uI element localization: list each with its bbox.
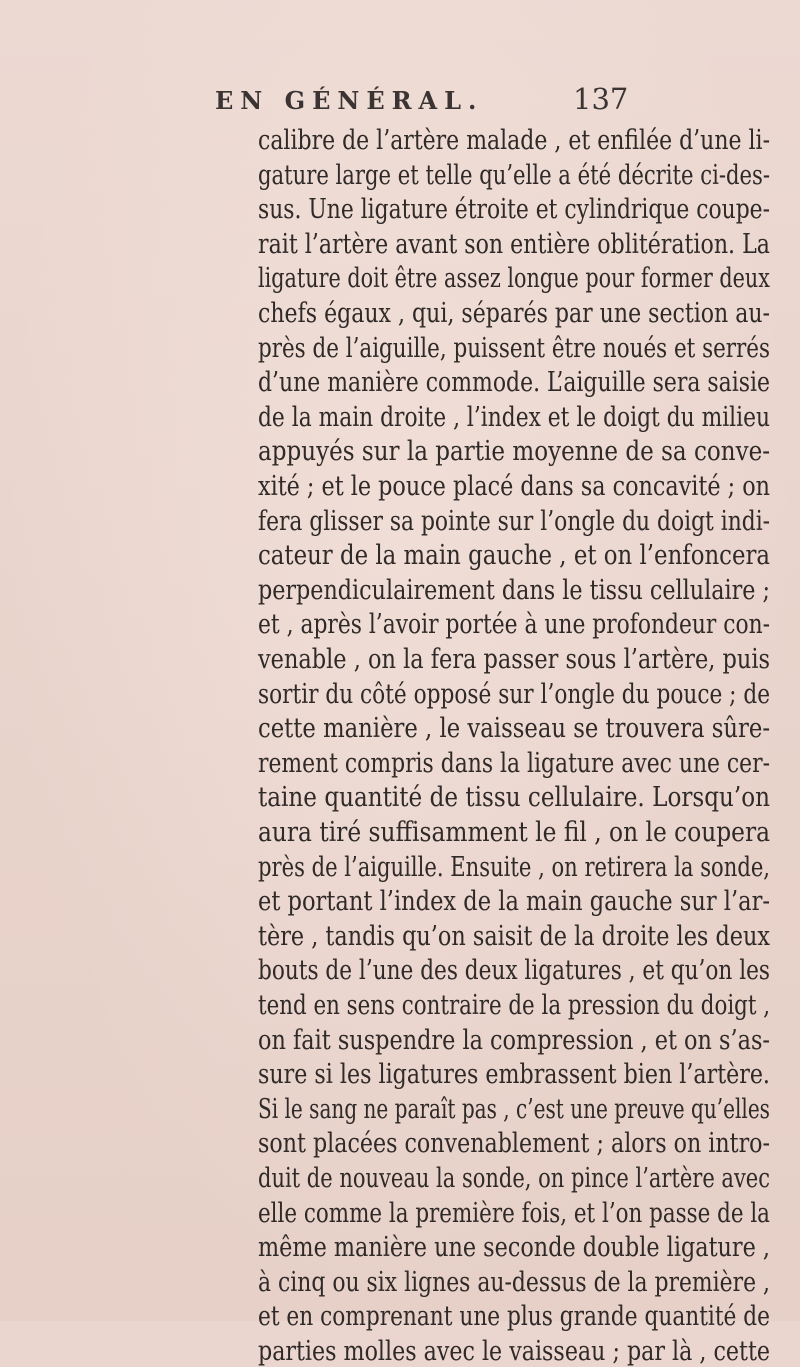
text-line: rait l’artère avant son entière oblitération. La [258, 228, 770, 260]
text-line: tend en sens contraire de la pression du doigt , [258, 990, 771, 1021]
text-line: ligature doit être assez longue pour former deux [258, 263, 770, 295]
page-header [0, 80, 800, 120]
text-line: bouts de l’une des deux ligatures , et qu’on les [258, 955, 771, 987]
text-line: et en comprenant une plus grande quantité de [258, 1301, 770, 1333]
text-line: calibre de l’artère malade , et enfilée d’une li- [258, 125, 771, 156]
text-line: perpendiculairement dans le tissu cellulaire ; [258, 574, 770, 606]
text-line: duit de nouveau la sonde, on pince l’artère avec [258, 1163, 771, 1194]
text-line: chefs égaux , qui, séparés par une section au- [258, 298, 771, 329]
text-line: sont placées convenablement ; alors on intro- [258, 1128, 771, 1160]
text-line: et portant l’index de la main gauche sur l’ar- [258, 886, 771, 918]
page-number: 137 [573, 82, 629, 116]
text-line: venable , on la fera passer sous l’artère, puis [258, 644, 771, 675]
text-line: fera glisser sa pointe sur l’ongle du doigt indi- [258, 505, 771, 537]
text-line: Si le sang ne paraît pas , c’est une preuve qu’elles [258, 1093, 770, 1125]
text-line: taine quantité de tissu cellulaire. Lorsqu’on [258, 782, 771, 814]
text-line: aura tiré suffisamment le fil , on le coupera [258, 817, 771, 848]
running-head: EN GÉNÉRAL. [215, 86, 484, 115]
text-line: elle comme la première fois, et l’on passe de la [258, 1197, 770, 1229]
text-line: même manière une seconde double ligature , [258, 1232, 771, 1264]
text-line: cette manière , le vaisseau se trouvera sûre- [258, 713, 771, 745]
text-line: cateur de la main gauche , et on l’enfoncera [258, 540, 771, 572]
text-line: gature large et telle qu’elle a été décrite ci-des- [258, 159, 771, 191]
text-line: de la main droite , l’index et le doigt du milieu [258, 401, 770, 433]
text-line: sus. Une ligature étroite et cylindrique coupe- [258, 194, 770, 226]
text-line: on fait suspendre la compression , et on s’as- [258, 1024, 770, 1056]
text-line: tère , tandis qu’on saisit de la droite les deux [258, 920, 771, 952]
text-line: xité ; et le pouce placé dans sa concavité ; on [258, 471, 771, 502]
text-line: sure si les ligatures embrassent bien l’artère. [258, 1059, 770, 1091]
text-line: près de l’aiguille, puissent être noués et serrés [258, 332, 771, 364]
text-line: et , après l’avoir portée à une profondeur con- [258, 609, 770, 641]
text-line: près de l’aiguille. Ensuite , on retirera la sonde, [258, 851, 771, 883]
text-line: à cinq ou six lignes au-dessus de la première , [258, 1266, 770, 1298]
text-line: d’une manière commode. L’aiguille sera saisie [258, 367, 771, 399]
text-line: sortir du côté opposé sur l’ongle du pouce ; de [258, 678, 771, 710]
text-line: rement compris dans la ligature avec une cer- [258, 747, 770, 779]
text-line: parties molles avec le vaisseau ; par là , cette [258, 1336, 770, 1367]
text-line: appuyés sur la partie moyenne de sa conve- [258, 436, 771, 468]
